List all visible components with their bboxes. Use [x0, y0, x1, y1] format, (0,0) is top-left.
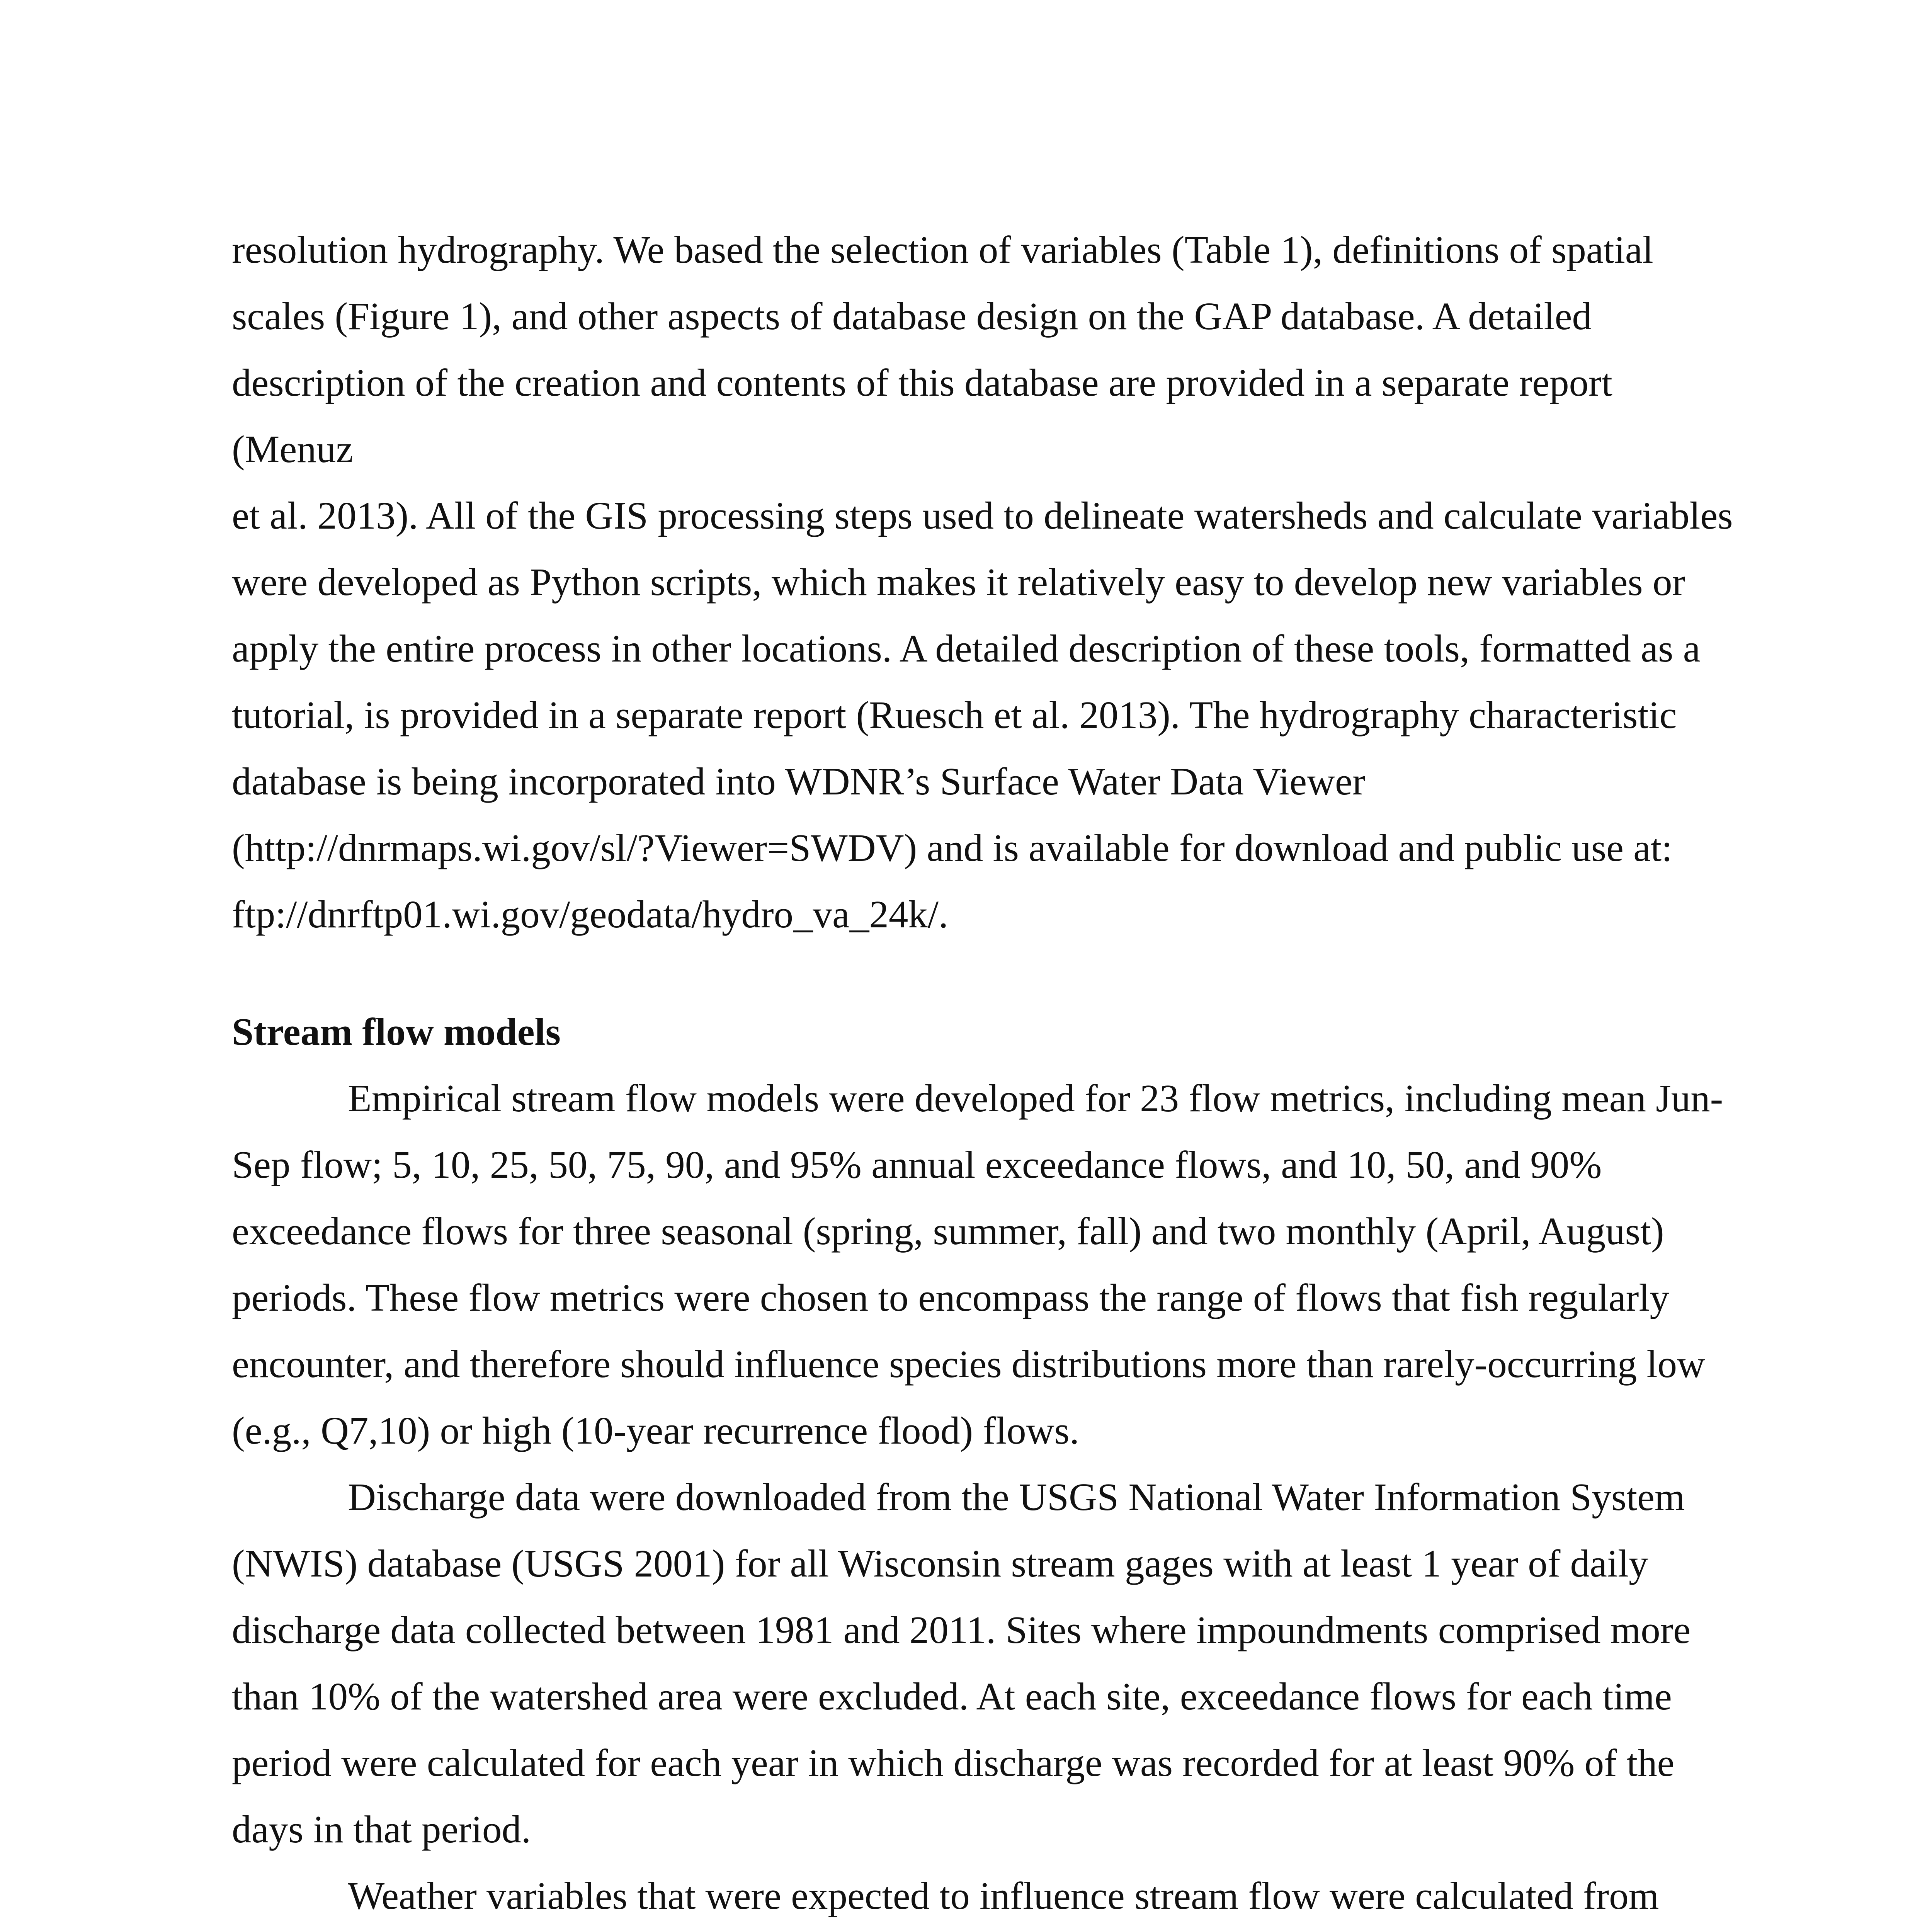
body-text: [232, 216, 1739, 1932]
paragraph-weather-variables: [232, 1862, 1739, 1932]
section-heading-stream-flow-models: Stream flow models: [232, 1010, 561, 1053]
paragraph-flow-metrics: Empirical stream flow models were developed for 23 flow metrics, including mean Jun- Sep flow; 5, 10, 25, 50, 75, 90, and 95% annual exceedance flows, and 10, 50, and 90% exceedance flows for three seasonal (spring, summer, fall) and two monthly (April, August) periods. These flow metrics were chosen to encompass the range of flows that fish regularly encounter, and therefore should influence species distributions more than rarely-occurring low (e.g., Q7,10) or high (10-year recurrence flood) flows.: [232, 1077, 1723, 1452]
paragraph-discharge-data: Discharge data were downloaded from the USGS National Water Information System (NWIS) database (USGS 2001) for all Wisconsin stream gages with at least 1 year of daily discharge data collected between 1981 and 2011. Sites where impoundments comprised more than 10% of the watershed area were excluded. At each site, exceedance flows for each time period were calculated for each year in which discharge was recorded for at least 90% of the days in that period.: [232, 1475, 1691, 1851]
weather-lines-1-2: Weather variables that were expected to influence stream flow were calculated from: [348, 1874, 1659, 1917]
paragraph-database-description: resolution hydrography. We based the selection of variables (Table 1), definitions of spatial scales (Figure 1), and other aspects of database design on the GAP database. A detailed description of the creation and contents of this database are provided in a separate report (Menuz et al. 2013). All of the GIS processing steps used to delineate watersheds and calculate variables were developed as Python scripts, which makes it relatively easy to develop new variables or apply the entire process in other locations. A detailed description of these tools, formatted as a tutorial, is provided in a separate report (Ruesch et al. 2013). The hydrography characteristic database is being incorporated into WDNR’s Surface Water Data Viewer (http://dnrmaps.wi.gov/sl/?Viewer=SWDV) and is available for download and public use at: ftp://dnrftp01.wi.gov/geodata/hydro_va_24k/.: [232, 228, 1733, 936]
